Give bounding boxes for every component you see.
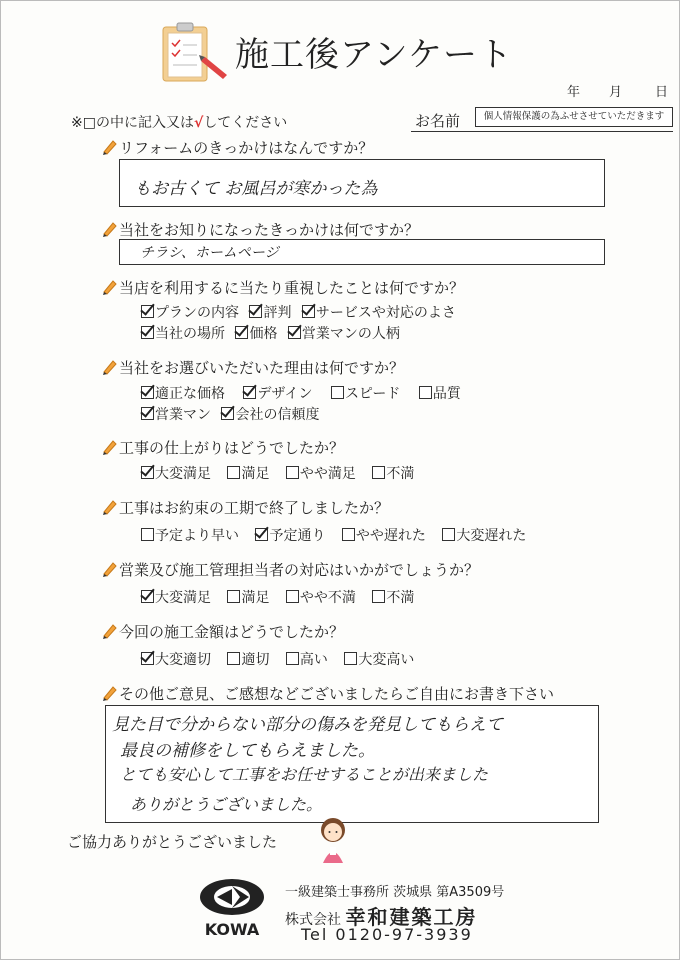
clipboard-icon (161, 21, 231, 87)
option[interactable]: やや不満 (286, 587, 356, 607)
checkbox[interactable] (255, 528, 268, 541)
question-7: 営業及び施工管理担当者の対応はいかがでしょうか？ (101, 559, 479, 580)
checkbox[interactable] (141, 590, 154, 603)
checkbox[interactable] (344, 652, 357, 665)
option[interactable]: 不満 (372, 587, 414, 607)
comment-box[interactable] (105, 705, 599, 823)
option[interactable]: 満足 (227, 587, 269, 607)
option[interactable]: 大変満足 (141, 587, 211, 607)
year-label: 年 (567, 85, 581, 100)
option[interactable]: スピード (331, 383, 400, 403)
question-3: 当店を利用するに当たり重視したことは何ですか？ (101, 277, 464, 298)
option[interactable]: 予定通り (255, 525, 325, 545)
option[interactable]: 適切 (227, 649, 269, 669)
thanks-message: ご協力ありがとうございました (67, 833, 278, 851)
staff-avatar-icon (315, 815, 351, 865)
options-q3-row2 (141, 323, 406, 343)
pencil-icon (101, 138, 117, 156)
question-1: リフォームのきっかけはなんですか？ (101, 137, 373, 158)
question-2: 当社をお知りになったきっかけは何ですか？ (101, 219, 419, 240)
answer-text-2: チラシ、ホームページ (140, 245, 279, 261)
checkbox[interactable] (442, 528, 455, 541)
name-underline (411, 131, 673, 132)
options-q4-row1 (141, 383, 467, 403)
checkbox[interactable] (235, 326, 248, 339)
option[interactable]: 大変遅れた (442, 525, 526, 545)
pencil-icon (101, 622, 117, 640)
option[interactable]: 営業マンの人柄 (288, 323, 400, 343)
option[interactable]: 高い (286, 649, 328, 669)
checkbox[interactable] (221, 407, 234, 420)
option[interactable]: 大変満足 (141, 463, 211, 483)
checkbox[interactable] (286, 590, 299, 603)
checkbox[interactable] (141, 652, 154, 665)
pencil-icon (101, 560, 117, 578)
options-q6 (141, 525, 532, 545)
question-5: 工事の仕上がりはどうでしたか？ (101, 437, 344, 458)
telephone: Tel 0120-97-3939 (301, 925, 473, 944)
option[interactable]: サービスや対応のよさ (302, 302, 456, 322)
option[interactable]: デザイン (243, 383, 312, 403)
answer-box-2[interactable] (119, 239, 605, 265)
option[interactable]: 予定より早い (141, 525, 239, 545)
question-4: 当社をお選びいただいた理由は何ですか？ (101, 357, 404, 378)
options-q4-row2 (141, 404, 325, 424)
comment-line: ありがとうございました。 (130, 795, 323, 814)
answer-box-1[interactable] (119, 159, 605, 207)
option[interactable]: 品質 (419, 383, 461, 403)
pencil-icon (101, 498, 117, 516)
day-label: 日 (655, 85, 669, 100)
privacy-notice: 個人情報保護の為ふせさせていただきます (475, 107, 673, 127)
option[interactable]: 不満 (372, 463, 414, 483)
option[interactable]: 大変適切 (141, 649, 211, 669)
instruction: ※□の中に記入又は√してください (71, 115, 288, 131)
pencil-icon (101, 438, 117, 456)
checkbox[interactable] (372, 466, 385, 479)
answer-text-1: もお古くて お風呂が寒かった為 (134, 179, 378, 199)
checkbox[interactable] (141, 305, 154, 318)
checkbox[interactable] (286, 466, 299, 479)
month-label: 月 (609, 85, 623, 100)
checkbox[interactable] (141, 386, 154, 399)
pencil-icon (101, 358, 117, 376)
pencil-icon (101, 278, 117, 296)
comment-line: とても安心して工事をお任せすることが出来ました (120, 765, 489, 784)
question-9: その他ご意見、ご感想などございましたらご自由にお書き下さい (101, 683, 554, 704)
option[interactable]: 適正な価格 (141, 383, 225, 403)
option[interactable]: 満足 (227, 463, 269, 483)
option[interactable]: やや遅れた (342, 525, 426, 545)
option[interactable]: 当社の場所 (141, 323, 225, 343)
checkbox[interactable] (249, 305, 262, 318)
option[interactable]: 価格 (235, 323, 277, 343)
option[interactable]: 大変高い (344, 649, 414, 669)
checkbox[interactable] (342, 528, 355, 541)
options-q5 (141, 463, 420, 483)
checkbox[interactable] (141, 407, 154, 420)
option[interactable]: 評判 (249, 302, 291, 322)
checkbox[interactable] (227, 652, 240, 665)
checkbox[interactable] (141, 326, 154, 339)
company-name: 株式会社 幸和建築工房 (285, 905, 478, 929)
option[interactable]: プランの内容 (141, 302, 239, 322)
checkbox[interactable] (331, 386, 344, 399)
tick-mark: √ (193, 115, 204, 131)
checkbox[interactable] (286, 652, 299, 665)
checkbox[interactable] (243, 386, 256, 399)
option[interactable]: やや満足 (286, 463, 356, 483)
checkbox[interactable] (141, 466, 154, 479)
pencil-icon (101, 684, 117, 702)
option[interactable]: 営業マン (141, 404, 211, 424)
checkbox[interactable] (419, 386, 432, 399)
checkbox[interactable] (141, 528, 154, 541)
pencil-icon (101, 220, 117, 238)
comment-line: 見た目で分からない部分の傷みを発見してもらえて (112, 715, 503, 735)
checkbox[interactable] (288, 326, 301, 339)
options-q8 (141, 649, 420, 669)
checkbox[interactable] (302, 305, 315, 318)
logo-text: KOWA (204, 920, 260, 939)
question-6: 工事はお約束の工期で終了しましたか？ (101, 497, 389, 518)
question-8: 今回の施工金額はどうでしたか？ (101, 621, 344, 642)
options-q7 (141, 587, 420, 607)
checkbox[interactable] (372, 590, 385, 603)
option[interactable]: 会社の信頼度 (221, 404, 319, 424)
options-q3-row1 (141, 302, 462, 322)
page-title: 施工後アンケート (235, 35, 513, 75)
name-label: お名前 (415, 112, 461, 130)
checkbox[interactable] (227, 466, 240, 479)
kowa-logo (197, 877, 267, 941)
checkbox[interactable] (227, 590, 240, 603)
license-info: 一級建築士事務所 茨城県 第A3509号 (285, 885, 505, 900)
comment-line: 最良の補修をしてもらえました。 (120, 741, 375, 761)
